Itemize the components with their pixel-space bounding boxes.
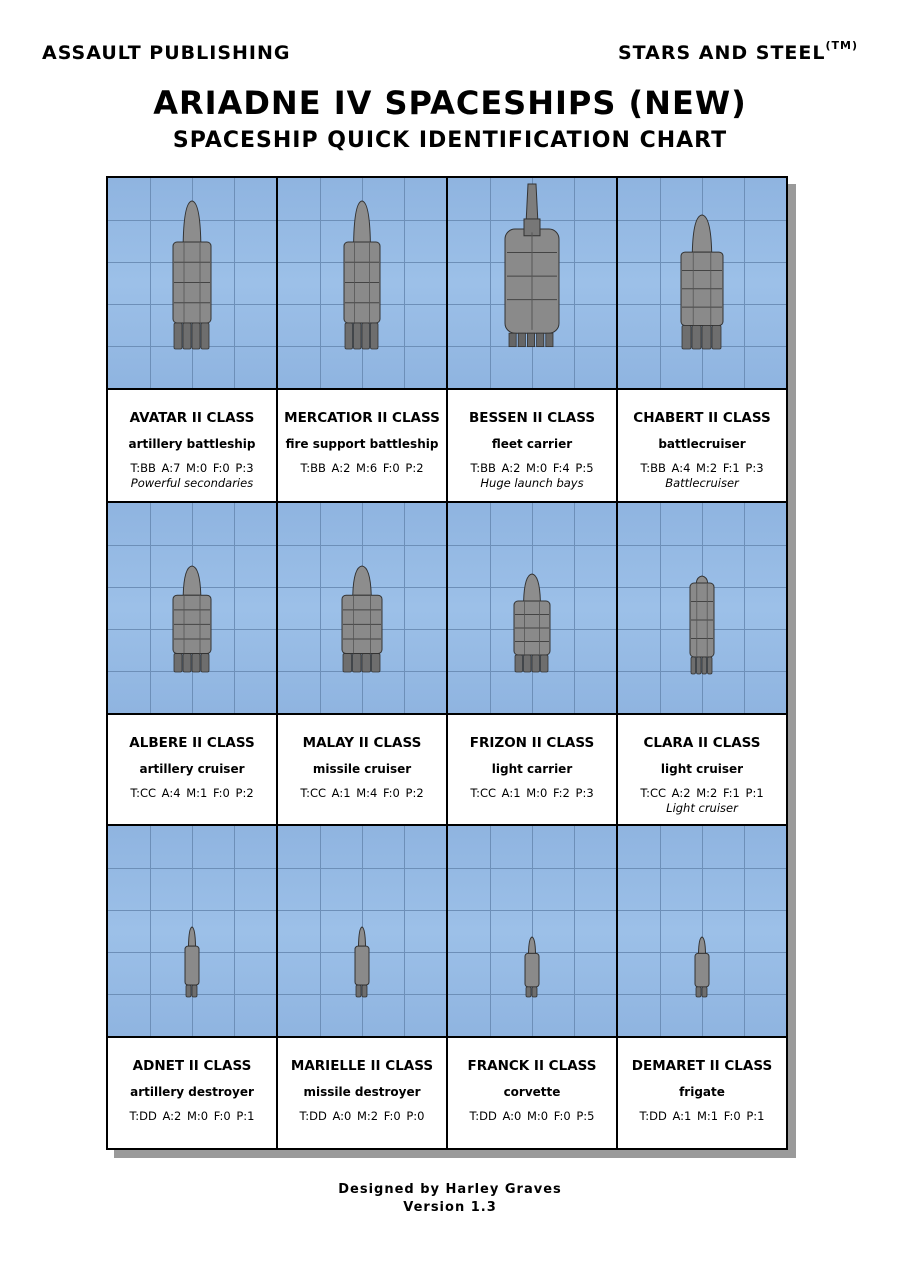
ship-note: Light cruiser — [666, 801, 738, 815]
designer-credit: Designed by Harley Graves — [338, 1182, 562, 1197]
ship-image — [278, 503, 446, 715]
ship-image — [618, 178, 786, 390]
grid-line — [234, 826, 235, 1036]
ship-role: battlecruiser — [658, 437, 746, 451]
grid-line — [320, 503, 321, 713]
spaceship-icon — [694, 936, 710, 998]
ship-info — [278, 715, 446, 822]
ship-stats: T:DD A:0 M:2 F:0 P:0 — [299, 1109, 425, 1123]
ship-class-name: ALBERE II CLASS — [129, 735, 255, 751]
spaceship-icon — [680, 214, 724, 350]
spaceship-icon — [503, 182, 561, 350]
ship-role: light cruiser — [660, 762, 744, 776]
ship-card — [448, 178, 616, 501]
ship-image — [448, 826, 616, 1038]
ship-info — [618, 1038, 786, 1146]
ship-role: artillery destroyer — [130, 1085, 254, 1099]
ship-stats: T:DD A:1 M:1 F:0 P:1 — [639, 1109, 765, 1123]
spaceship-icon — [172, 200, 212, 350]
spaceship-icon — [184, 926, 200, 998]
ship-image — [278, 178, 446, 390]
ship-class-name: CLARA II CLASS — [643, 735, 761, 751]
grid-line — [574, 178, 575, 388]
version-label: Version 1.3 — [403, 1200, 497, 1215]
ship-class-name: FRANCK II CLASS — [467, 1058, 597, 1074]
spaceship-icon — [341, 565, 383, 673]
grid-line — [150, 503, 151, 713]
grid-line — [490, 503, 491, 713]
ship-stats: T:BB A:7 M:0 F:0 P:3 — [130, 461, 254, 475]
ship-card — [278, 503, 446, 824]
ship-image — [108, 178, 276, 390]
ship-role: missile destroyer — [303, 1085, 421, 1099]
grid-line — [234, 503, 235, 713]
ship-class-name: MERCATIOR II CLASS — [284, 410, 440, 426]
ship-card — [618, 178, 786, 501]
publisher-name: ASSAULT PUBLISHING — [42, 42, 291, 64]
grid-line — [660, 178, 661, 388]
ship-info — [108, 1038, 276, 1146]
grid-line — [660, 826, 661, 1036]
grid-line — [702, 826, 703, 1036]
spaceship-icon — [354, 926, 370, 998]
ship-stats: T:DD A:2 M:0 F:0 P:1 — [129, 1109, 255, 1123]
ship-card — [108, 178, 276, 501]
ship-info — [448, 715, 616, 822]
ship-class-name: MARIELLE II CLASS — [290, 1058, 434, 1074]
grid-line — [404, 826, 405, 1036]
ship-info — [618, 715, 786, 822]
ship-card — [108, 503, 276, 824]
ship-stats: T:BB A:2 M:6 F:0 P:2 — [300, 461, 424, 475]
page-subtitle: SPACESHIP QUICK IDENTIFICATION CHART — [172, 128, 728, 153]
ship-stats: T:BB A:2 M:0 F:4 P:5 — [470, 461, 594, 475]
grid-line — [320, 826, 321, 1036]
ship-image — [108, 826, 276, 1038]
ship-card — [108, 826, 276, 1148]
grid-line — [660, 503, 661, 713]
grid-line — [404, 178, 405, 388]
spaceship-icon — [172, 565, 212, 673]
grid-line — [150, 178, 151, 388]
ship-class-name: CHABERT II CLASS — [633, 410, 771, 426]
ship-stats: T:CC A:1 M:4 F:0 P:2 — [300, 786, 424, 800]
ship-role: missile cruiser — [312, 762, 412, 776]
ship-role: light carrier — [491, 762, 573, 776]
ship-role: frigate — [679, 1085, 725, 1099]
spaceship-icon — [343, 200, 381, 350]
ship-image — [278, 826, 446, 1038]
ship-stats: T:CC A:2 M:2 F:1 P:1 — [640, 786, 764, 800]
grid-line — [404, 503, 405, 713]
ship-card — [618, 503, 786, 824]
ship-role: artillery battleship — [128, 437, 256, 451]
grid-line — [744, 826, 745, 1036]
ship-role: fleet carrier — [491, 437, 573, 451]
ship-class-name: BESSEN II CLASS — [468, 410, 596, 426]
ship-info — [448, 390, 616, 499]
ship-card — [618, 826, 786, 1148]
ship-info — [108, 715, 276, 822]
ship-note: Powerful secondaries — [130, 476, 254, 490]
grid-line — [574, 503, 575, 713]
grid-line — [234, 178, 235, 388]
ship-note: Huge launch bays — [480, 476, 584, 490]
spaceship-icon — [524, 936, 540, 998]
ship-stats: T:CC A:1 M:0 F:2 P:3 — [470, 786, 594, 800]
ship-class-name: FRIZON II CLASS — [469, 735, 595, 751]
ship-image — [618, 503, 786, 715]
grid-line — [490, 826, 491, 1036]
ship-stats: T:DD A:0 M:0 F:0 P:5 — [469, 1109, 595, 1123]
ship-info — [618, 390, 786, 499]
grid-line — [490, 178, 491, 388]
ship-info — [278, 1038, 446, 1146]
ship-class-name: DEMARET II CLASS — [631, 1058, 773, 1074]
ship-info — [278, 390, 446, 499]
ship-stats: T:CC A:4 M:1 F:0 P:2 — [130, 786, 254, 800]
ship-card — [448, 826, 616, 1148]
ship-stats: T:BB A:4 M:2 F:1 P:3 — [640, 461, 764, 475]
ship-image — [448, 178, 616, 390]
ship-class-name: ADNET II CLASS — [132, 1058, 252, 1074]
ship-card — [278, 826, 446, 1148]
ship-info — [108, 390, 276, 499]
game-title: STARS AND STEEL — [617, 42, 826, 64]
grid-line — [150, 826, 151, 1036]
grid-line — [744, 503, 745, 713]
ship-class-name: MALAY II CLASS — [302, 735, 422, 751]
ship-card — [278, 178, 446, 501]
page-title: ARIADNE IV SPACESHIPS (NEW) — [153, 84, 747, 122]
identification-grid — [106, 176, 788, 1150]
ship-note: Battlecruiser — [665, 476, 739, 490]
game-name — [617, 39, 858, 64]
ship-info — [448, 1038, 616, 1146]
ship-role: fire support battleship — [285, 437, 439, 451]
trademark-mark: (TM) — [825, 39, 858, 52]
grid-line — [574, 826, 575, 1036]
grid-line — [744, 178, 745, 388]
grid-line — [320, 178, 321, 388]
ship-role: artillery cruiser — [139, 762, 245, 776]
ship-role: corvette — [503, 1085, 561, 1099]
grid-line — [532, 826, 533, 1036]
spaceship-icon — [513, 573, 551, 673]
ship-image — [448, 503, 616, 715]
spaceship-icon — [689, 575, 715, 675]
ship-card — [448, 503, 616, 824]
ship-class-name: AVATAR II CLASS — [129, 410, 255, 426]
ship-image — [108, 503, 276, 715]
ship-image — [618, 826, 786, 1038]
